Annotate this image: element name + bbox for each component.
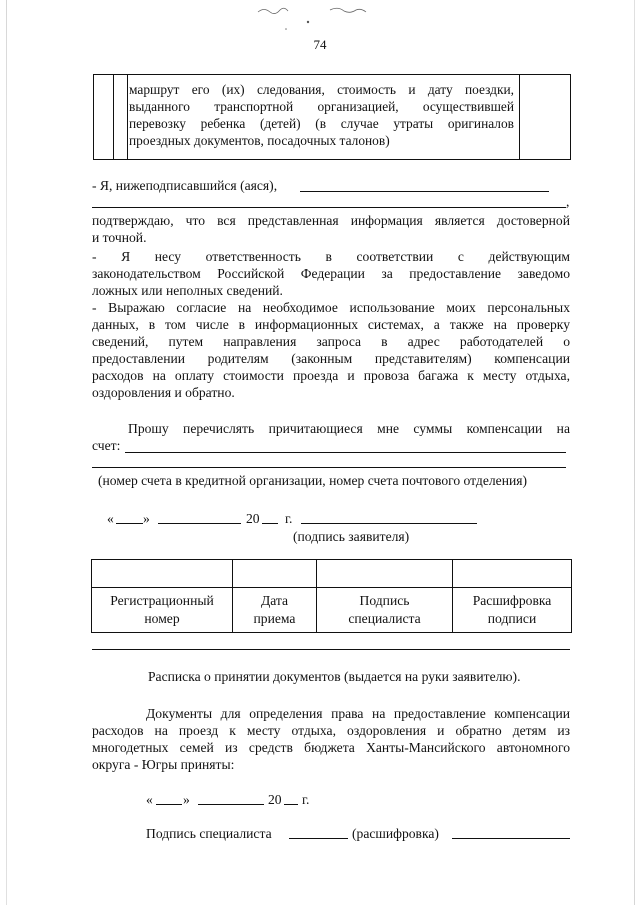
comma: ,: [566, 194, 570, 209]
consent-text: предоставлении родителям (законным представителям) компенсации: [92, 351, 570, 366]
receipt-year-prefix: 20: [268, 792, 282, 807]
responsibility-text: законодательством Российской Федерации за предоставление заведомо: [92, 266, 570, 281]
header-line: Дата: [260, 593, 289, 608]
consent-text: сведений, путем направления запроса в адрес работодателей о: [92, 334, 570, 349]
header-line: номер: [144, 611, 180, 626]
receipt-year-field[interactable]: [284, 804, 298, 805]
account-caption: (номер счета в кредитной организации, номер счета почтового отделения): [98, 473, 528, 488]
page-number: 74: [313, 37, 327, 52]
specialist-signature-field[interactable]: [289, 838, 348, 839]
scan-marks: [250, 2, 380, 32]
consent-text: данных, в том числе в информационных системах, а также на проверку: [92, 317, 570, 332]
receipt-body: расходов на проезд к месту отдыха, оздоровления и обратно детям из: [92, 723, 570, 738]
specialist-decode-field[interactable]: [452, 838, 570, 839]
documents-table-fragment: [93, 74, 571, 160]
declaration-text: и точной.: [92, 230, 147, 245]
specialist-signature-label: Подпись специалиста: [146, 826, 272, 841]
receipt-title: Расписка о принятии документов (выдается на руки заявителю).: [148, 669, 521, 684]
consent-text: расходов на оплату стоимости проезда и провоза багажа к месту отдыха,: [92, 368, 570, 383]
account-label: счет:: [92, 438, 121, 453]
applicant-signature-caption: (подпись заявителя): [293, 529, 410, 544]
table-cell-line: проездных документов, посадочных талонов): [129, 133, 390, 148]
header-line: Подпись: [359, 593, 410, 608]
acceptance-date-header: [233, 592, 316, 628]
date-close-quote: »: [143, 511, 150, 526]
applicant-signature-field[interactable]: [301, 523, 477, 524]
receipt-body: округа - Югры приняты:: [92, 757, 235, 772]
receipt-body: Документы для определения права на предоставление компенсации: [146, 706, 570, 721]
cut-line: [92, 649, 570, 650]
receipt-date-open-quote: «: [146, 792, 153, 807]
account-number-field-continued[interactable]: [92, 467, 566, 468]
applicant-name-field-continued[interactable]: [92, 207, 566, 208]
responsibility-text: ложных или неполных сведений.: [92, 283, 283, 298]
declaration-text: подтверждаю, что вся представленная информация является достоверной: [92, 213, 570, 228]
date-open-quote: «: [107, 511, 114, 526]
registration-number-header: [92, 592, 232, 628]
specialist-signature-header: [317, 592, 452, 628]
receipt-day-field[interactable]: [156, 804, 182, 805]
consent-text: - Выражаю согласие на необходимое использование моих персональных: [92, 300, 570, 315]
registration-table: [91, 559, 572, 633]
signature-decode-label: (расшифровка): [352, 826, 439, 841]
header-line: специалиста: [348, 611, 421, 626]
receipt-month-field[interactable]: [198, 804, 264, 805]
receipt-body: многодетных семей из средств бюджета Ханты-Мансийского автономного: [92, 740, 570, 755]
consent-text: оздоровления и обратно.: [92, 385, 235, 400]
date-day-field[interactable]: [116, 523, 143, 524]
date-month-field[interactable]: [158, 523, 241, 524]
scan-edge: [634, 0, 635, 905]
table-divider: [113, 75, 114, 159]
date-year-field[interactable]: [262, 523, 278, 524]
scan-edge: [6, 0, 7, 905]
signature-decode-header: [453, 592, 571, 628]
responsibility-text: - Я несу ответственность в соответствии с действующим: [92, 249, 570, 264]
header-line: Регистрационный: [110, 593, 214, 608]
receipt-date-close-quote: »: [183, 792, 190, 807]
table-divider: [519, 75, 520, 159]
year-prefix: 20: [246, 511, 260, 526]
table-cell-line: перевозку ребенка (детей) (в случае утраты оригиналов: [129, 116, 514, 131]
declaration-prefix: - Я, нижеподписавшийся (аяся),: [92, 178, 278, 193]
account-number-field[interactable]: [125, 452, 566, 453]
header-line: подписи: [487, 611, 537, 626]
account-request: Прошу перечислять причитающиеся мне суммы компенсации на: [128, 421, 570, 436]
table-cell-text: [129, 81, 514, 149]
header-line: Расшифровка: [472, 593, 552, 608]
header-line: приема: [253, 611, 296, 626]
receipt-year-suffix: г.: [302, 792, 310, 807]
table-divider: [127, 75, 128, 159]
applicant-name-field[interactable]: [300, 191, 549, 192]
year-suffix: г.: [285, 511, 293, 526]
table-cell-line: маршрут его (их) следования, стоимость и дату поездки,: [129, 82, 514, 97]
table-divider: [92, 587, 571, 588]
table-cell-line: выданного транспортной организацией, осуществившей: [129, 99, 514, 114]
